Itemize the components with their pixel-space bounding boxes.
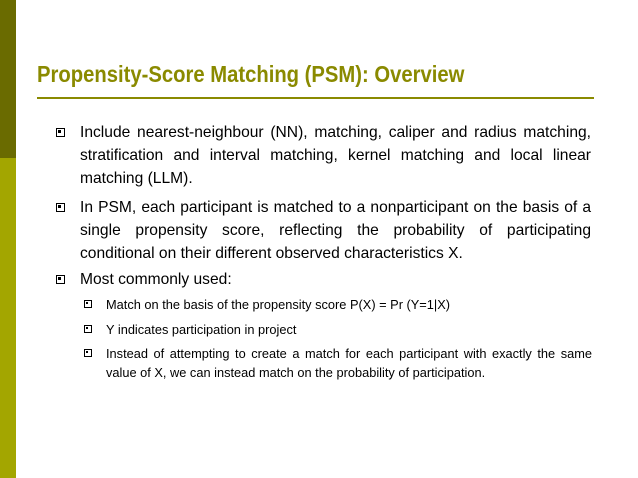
slide-title: Propensity-Score Matching (PSM): Overview [37, 61, 465, 87]
sub-bullet-text: Instead of attempting to create a match for each participant with exactly the same value of X, we can instead match on the probability of participation. [106, 346, 592, 380]
sub-bullet-text: Match on the basis of the propensity score P(X) = Pr (Y=1|X) [106, 297, 451, 312]
sub-bullet-item [84, 295, 592, 314]
bullet-item [56, 121, 591, 190]
title-underline [37, 97, 594, 99]
bullet-text: Most commonly used: [80, 271, 232, 288]
checkbox-bullet-icon [84, 325, 92, 333]
sub-bullet-text: Y indicates participation in project [106, 322, 297, 337]
left-accent-stripe-dark [0, 0, 16, 158]
checkbox-bullet-icon [84, 349, 92, 357]
bullet-text: Include nearest-neighbour (NN), matching, caliper and radius matching, stratification and interval matching, kernel matching and local linear matching (LLM). [80, 124, 591, 187]
checkbox-bullet-icon [56, 203, 65, 212]
bullet-item [56, 196, 591, 265]
bullet-text: In PSM, each participant is matched to a nonparticipant on the basis of a single propensity score, reflecting the probability of participating conditional on their different observed characteristics X. [80, 199, 591, 262]
checkbox-bullet-icon [84, 300, 92, 308]
bullet-item [56, 268, 591, 291]
sub-bullet-item [84, 320, 592, 339]
checkbox-bullet-icon [56, 275, 65, 284]
sub-bullet-item [84, 344, 592, 382]
checkbox-bullet-icon [56, 128, 65, 137]
left-accent-stripe-light [0, 158, 16, 478]
